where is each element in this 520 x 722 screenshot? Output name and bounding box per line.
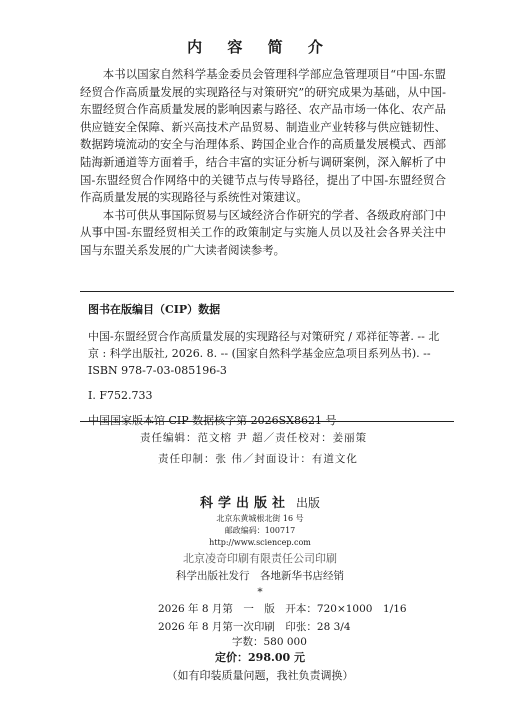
- separator-star: *: [257, 586, 263, 598]
- publisher-postcode: 邮政编码：100717: [224, 526, 296, 535]
- price-value: 定价：298.00 元: [215, 651, 305, 664]
- editor-credits: 责任编辑：范文榕 尹 超／责任校对：姜丽策: [140, 432, 368, 444]
- distribution-line: 科学出版社发行 各地新华书店经销: [176, 570, 344, 582]
- publisher-line: [0, 492, 520, 511]
- price-label: [0, 649, 520, 665]
- printer-line: 北京凌奇印刷有限责任公司印刷: [183, 552, 337, 565]
- summary-paragraph-2: 本书可供从事国际贸易与区域经济合作研究的学者、各级政府部门中从事中国-东盟经贸相关工作的政策制定与实施人员以及社会各界关注中国与东盟关系发展的广大读者阅读参考。: [80, 207, 446, 257]
- cip-classification: Ⅰ. F752.733: [88, 389, 153, 402]
- summary-paragraph-1: 本书以国家自然科学基金委员会管理科学部应急管理项目“中国-东盟经贸合作高质量发展的实现路径与对策研究”的研究成果为基础，从中国-东盟经贸合作高质量发展的影响因素与路径、农产品市场一体化、农产品供应链安全保障、新兴高技术产品贸易、制造业产业转移与供应链韧性、数据跨境流动的安全与治理体系、跨国企业合作的高质量发展模式、西部陆海新通道等方面着手，结合丰富的实证分析与调研案例，深入解析了中国-东盟经贸合作网络中的关键节点与传导路径，提出了中国-东盟经贸合作高质量发展的实现路径与系统性对策建议。: [80, 67, 446, 205]
- quality-notice: （如有印装质量问题，我社负责调换）: [166, 669, 354, 682]
- cip-heading: 图书在版编目（CIP）数据: [88, 303, 221, 316]
- top-divider: [80, 291, 454, 292]
- cip-entry: 中国-东盟经贸合作高质量发展的实现路径与对策研究 / 邓祥征等著. -- 北京 : 科学出版社, 2026. 8. -- (国家自然科学基金应急项目系列丛书). -- ISBN 978-7-03-085196-3: [88, 330, 440, 377]
- content-summary: [80, 66, 446, 260]
- publisher-address: 北京东黄城根北街 16 号: [216, 514, 304, 523]
- bottom-divider: [80, 421, 454, 422]
- edition-specs: 2026 年 8 月第 一 版 开本：720×1000 1/16: [158, 603, 407, 615]
- printing-specs: 2026 年 8 月第一次印刷 印张：28 3/4: [158, 621, 351, 633]
- word-count: 字数：580 000: [232, 636, 307, 648]
- production-credits: 责任印制：张 伟／封面设计：有道文化: [158, 453, 358, 465]
- cip-data-block: [88, 301, 448, 429]
- publisher-suffix: 出版: [296, 496, 321, 510]
- publisher-website: http://www.sciencep.com: [209, 538, 311, 547]
- cip-record-number: 中国国家版本馆 CIP 数据核字第 2026SX8621 号: [88, 414, 337, 427]
- page-title: 内 容 简 介: [187, 38, 333, 56]
- publisher-logo: 科学出版社: [199, 496, 290, 511]
